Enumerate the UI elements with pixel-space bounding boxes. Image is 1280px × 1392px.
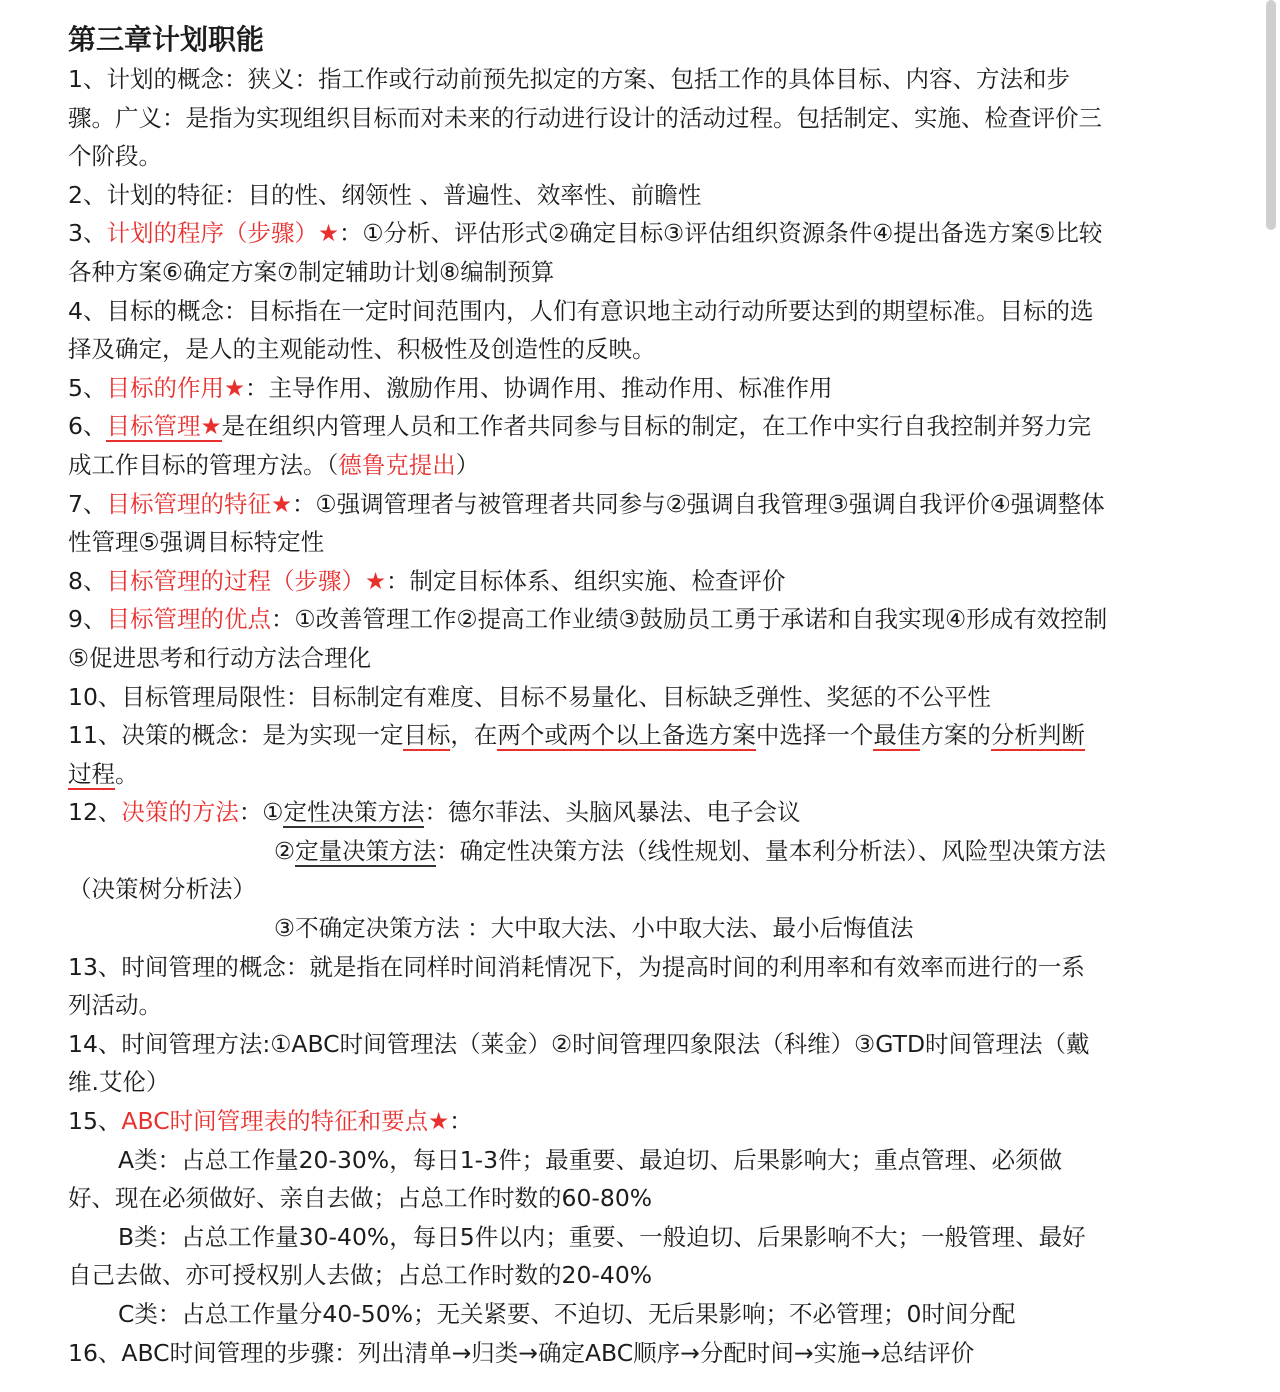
underlined-term: 最佳: [873, 721, 921, 750]
text-segment: 中选择一个: [755, 721, 874, 750]
item-12-method-3: ③不确定决策方法 ：大中取大法、小中取大法、最小后悔值法: [274, 914, 914, 943]
item-number: 9、: [68, 605, 107, 634]
highlight-keyword: 目标管理的过程（步骤）★: [106, 566, 387, 595]
method-body: ：德尔菲法、头脑风暴法、电子会议: [424, 798, 801, 827]
item-8-mbo-process: [68, 562, 1108, 601]
item-12-decision-methods: [68, 793, 1108, 832]
item-11-decision-concept: [68, 716, 1108, 793]
highlight-keyword: 目标管理的特征★: [106, 489, 293, 518]
item-1-plan-concept: 1、计划的概念：狭义：指工作或行动前预先拟定的方案、包括工作的具体目标、内容、方法和步骤。广义：是指为实现组织目标而对未来的行动进行设计的活动过程。包括制定、实施、检查评价三个阶段。: [68, 65, 1102, 171]
circle-number: ①: [262, 798, 284, 827]
method-body: ：确定性决策方法（线性规划、量本利分析法）、风险型决策方法（决策树分析法）: [68, 836, 1106, 904]
abc-class-c: C类：占总工作量分40-50%；无关紧要、不迫切、无后果影响；不必管理；0时间分配: [118, 1300, 1016, 1328]
item-body: ：①改善管理工作②提高工作业绩③鼓励员工勇于承诺和自我实现④形成有效控制⑤促进思考和行动方法合理化: [68, 605, 1108, 672]
item-number: 7、: [68, 489, 107, 518]
abc-class-b: B类：占总工作量30-40%，每日5件以内；重要、一般迫切、后果影响不大；一般管理、最好自己去做、亦可授权别人去做；占总工作时数的20-40%: [68, 1222, 1086, 1290]
colon: ：: [449, 1107, 473, 1136]
highlight-keyword: 目标的作用★: [106, 373, 246, 402]
item-body: ：主导作用、激励作用、协调作用、推动作用、标准作用: [245, 373, 833, 402]
item-10-mbo-limitations: 10、目标管理局限性：目标制定有难度、目标不易量化、目标缺乏弹性、奖惩的不公平性: [68, 682, 991, 711]
underlined-term: 目标: [403, 721, 451, 750]
close-paren: ）: [455, 450, 480, 479]
item-number: 12、: [68, 798, 122, 827]
abc-class-a: A类：占总工作量20-30%，每日1-3件；最重要、最迫切、后果影响大；重点管理、必须做好、现在必须做好、亲自去做；占总工作时数的60-80%: [68, 1145, 1063, 1213]
highlight-keyword: 计划的程序（步骤）★: [106, 219, 340, 248]
underlined-method: 定量决策方法: [295, 836, 437, 865]
document-page: [68, 20, 1108, 1372]
item-number: 6、: [68, 412, 107, 441]
item-number: 8、: [68, 566, 107, 595]
item-7-mbo-features: [68, 485, 1108, 562]
item-body: ：①强调管理者与被管理者共同参与②强调自我管理③强调自我评价④强调整体性管理⑤强调目标特定性: [68, 489, 1105, 557]
text-segment: 11、决策的概念：是为实现一定: [68, 721, 404, 750]
item-9-mbo-advantages: [68, 600, 1108, 677]
highlight-keyword: 决策的方法: [121, 798, 239, 827]
item-6-mbo: [68, 407, 1108, 484]
underlined-term: 两个或两个以上备选方案: [497, 721, 756, 750]
underlined-term: 分析判断过程: [68, 721, 1085, 788]
scrollbar[interactable]: [1266, 0, 1276, 230]
chapter-title: 第三章计划职能: [68, 23, 265, 56]
item-15-abc-table: [68, 1102, 1108, 1141]
item-3-plan-procedure: [68, 214, 1108, 291]
item-number: 3、: [68, 219, 107, 248]
item-5-objective-role: [68, 369, 1108, 408]
item-14-time-mgmt-methods: 14、时间管理方法:①ABC时间管理法（莱金）②时间管理四象限法（科维）③GTD时间管理法（戴维.艾伦）: [68, 1029, 1090, 1097]
item-body: ：①分析、评估形式②确定目标③评估组织资源条件④提出备选方案⑤比较各种方案⑥确定方案⑦制定辅助计划⑧编制预算: [68, 219, 1103, 286]
underlined-method: 定性决策方法: [283, 798, 425, 827]
item-4-objective-concept: 4、目标的概念：目标指在一定时间范围内，人们有意识地主动行动所要达到的期望标准。目标的选择及确定，是人的主观能动性、积极性及创造性的反映。: [68, 296, 1094, 364]
item-12-method-2: [68, 832, 1108, 909]
item-13-time-mgmt-concept: 13、时间管理的概念：就是指在同样时间消耗情况下，为提高时间的利用率和有效率而进行的一系列活动。: [68, 952, 1085, 1020]
item-number: 15、: [68, 1107, 122, 1136]
item-16-abc-steps: 16、ABC时间管理的步骤：列出清单→归类→确定ABC顺序→分配时间→实施→总结评价: [68, 1338, 975, 1367]
item-2-plan-features: 2、计划的特征：目的性、纲领性 、普遍性、效率性、前瞻性: [68, 180, 702, 209]
highlight-keyword: 目标管理★: [106, 412, 222, 441]
highlight-keyword: 目标管理的优点: [106, 605, 271, 634]
text-segment: 方案的: [920, 721, 991, 750]
circle-number: ②: [274, 836, 296, 865]
highlight-note: 德鲁克提出: [338, 450, 456, 479]
text-segment: 。: [115, 759, 139, 788]
item-number: 5、: [68, 373, 107, 402]
item-body: ：制定目标体系、组织实施、检查评价: [386, 566, 786, 595]
text-segment: ，在: [450, 721, 498, 750]
colon: ：: [238, 798, 263, 827]
item-body: 是在组织内管理人员和工作者共同参与目标的制定，在工作中实行自我控制并努力完成工作目标的管理方法。（: [68, 412, 1092, 479]
highlight-keyword: ABC时间管理表的特征和要点★: [121, 1107, 450, 1136]
